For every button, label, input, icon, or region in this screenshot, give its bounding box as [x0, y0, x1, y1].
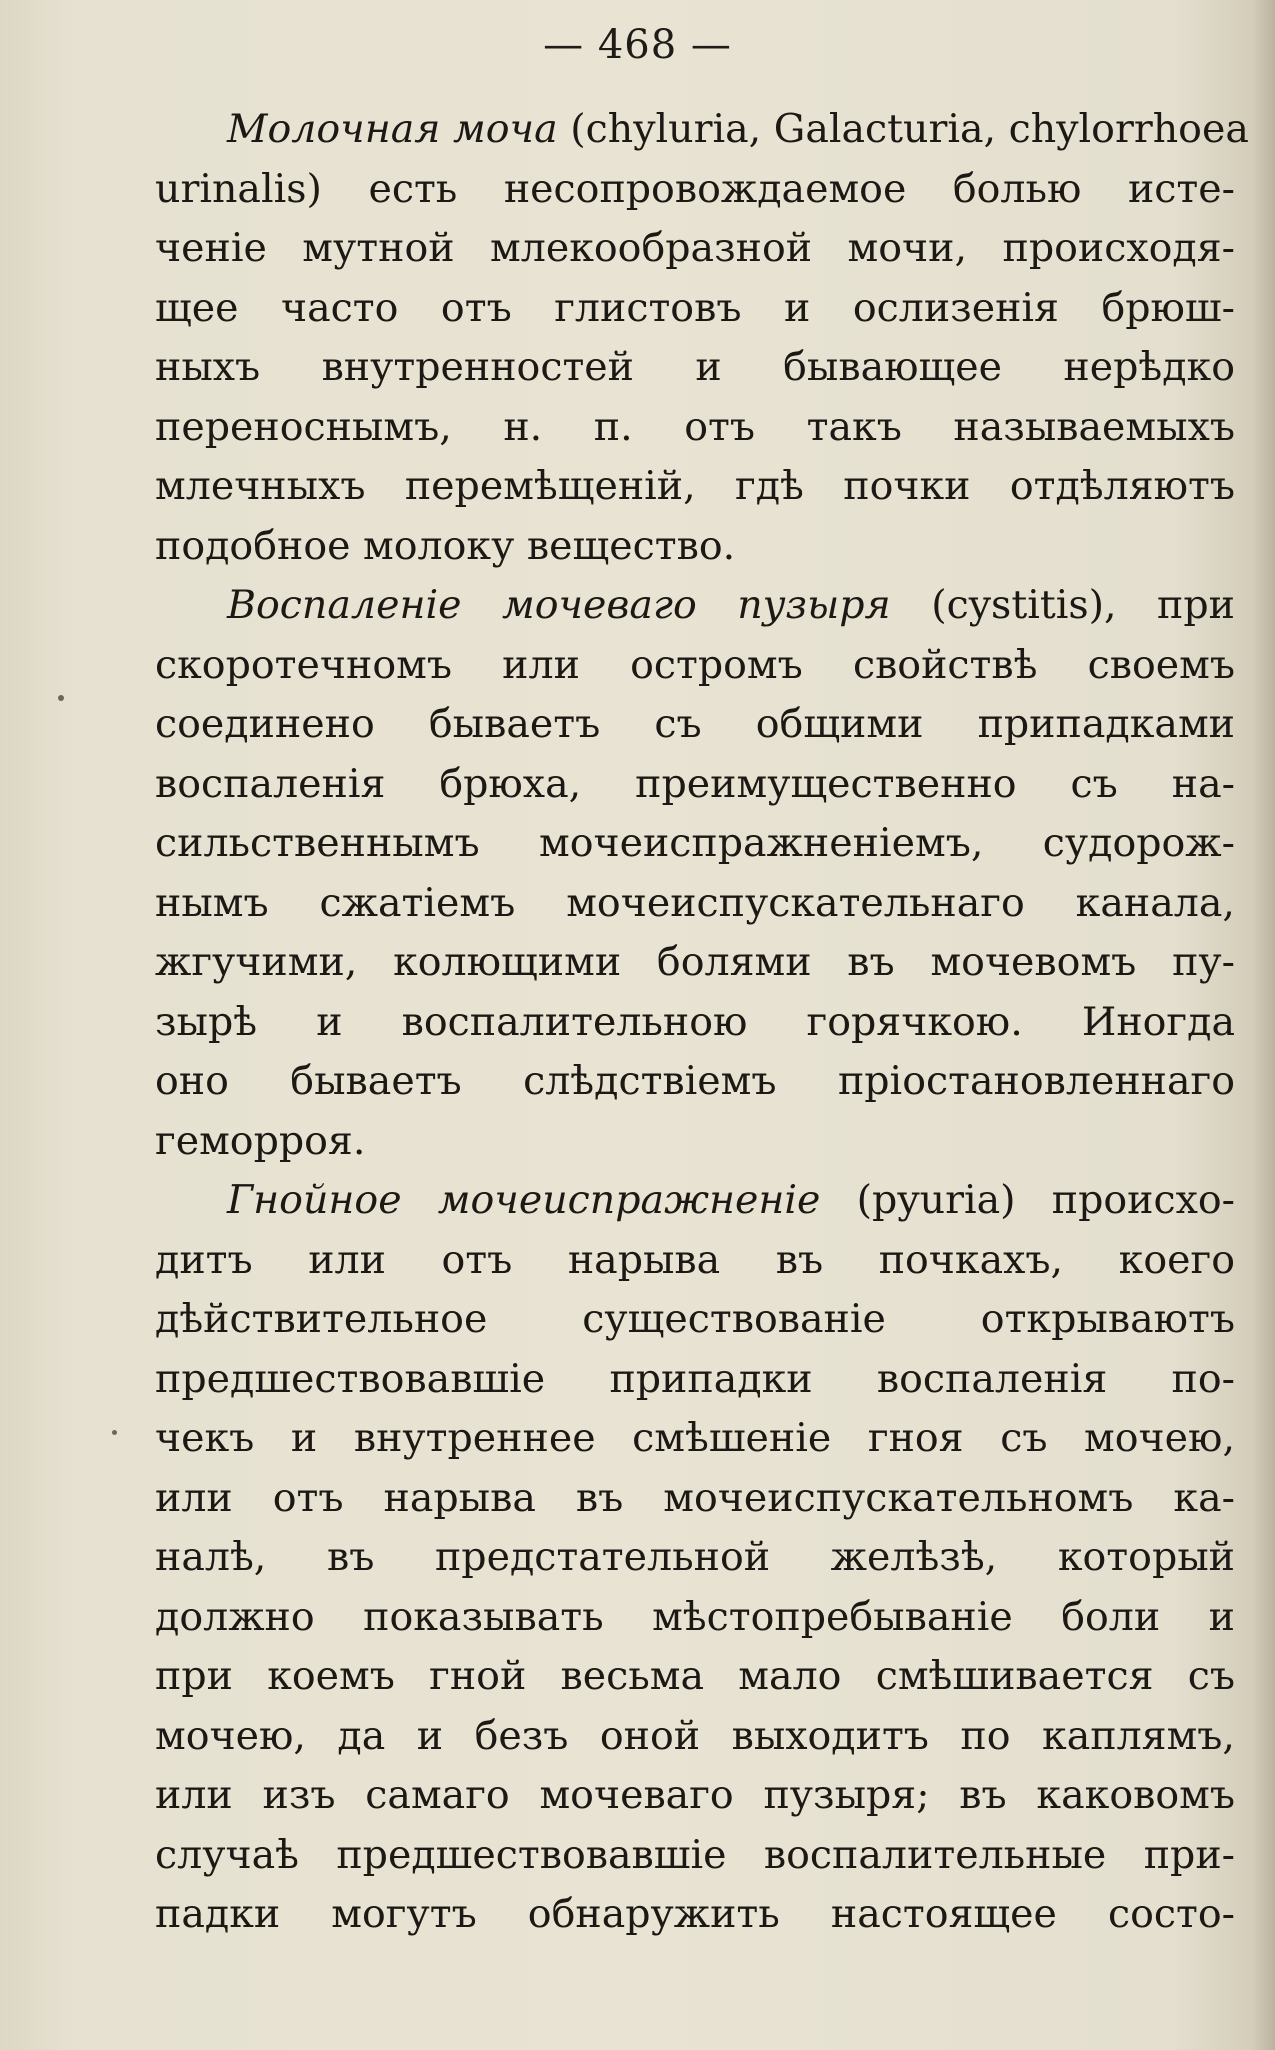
text-line — [155, 576, 1235, 636]
text-line: зырѣ и воспалительною горячкою. Иногда — [155, 998, 1235, 1045]
text-line: геморроя. — [155, 1117, 366, 1164]
text-line: сильственнымъ мочеиспражненіемъ, судорож- — [155, 820, 1235, 866]
text-line: мочею, да и безъ оной выходитъ по каплямъ, — [155, 1712, 1235, 1759]
page-number: — 468 — — [543, 22, 732, 68]
text-fragment: (pyuria) происхо- — [820, 1177, 1235, 1223]
text-line: щее часто отъ глистовъ и ослизенія брюш- — [155, 284, 1235, 331]
paragraph-pyuria — [155, 1171, 1235, 1945]
term-italic: Гнойное мочеиспражненіе — [227, 1177, 821, 1223]
body-text — [155, 100, 1249, 1945]
text-line: ченіе мутной млекообразной мочи, происходя- — [155, 225, 1235, 271]
text-line: переноснымъ, н. п. отъ такъ называемыхъ — [155, 403, 1235, 450]
text-line: налѣ, въ предстательной желѣзѣ, который — [155, 1534, 1235, 1580]
text-line: случаѣ предшествовавшіе воспалительные при- — [155, 1831, 1235, 1878]
text-line: urinalis) есть несопровождаемое болью истe- — [155, 165, 1235, 212]
text-line: при коемъ гной весьма мало смѣшивается съ — [155, 1653, 1235, 1699]
text-line: млечныхъ перемѣщеній, гдѣ почки отдѣляютъ — [155, 463, 1235, 509]
text-line — [155, 1171, 1235, 1231]
text-line — [155, 100, 1249, 160]
paragraph-cystitis — [155, 576, 1235, 1171]
text-line: или изъ самаго мочеваго пузыря; въ каковомъ — [155, 1772, 1235, 1818]
text-line: должно показывать мѣстопребываніе боли и — [155, 1593, 1235, 1640]
text-line: падки могутъ обнаружить настоящее состо- — [155, 1891, 1235, 1937]
text-fragment: (cystitis), при — [890, 582, 1235, 628]
text-fragment: (chyluria, Galacturia, chylorrhoea — [557, 106, 1249, 152]
text-line: чекъ и внутреннее смѣшеніе гноя съ мочею, — [155, 1415, 1235, 1461]
text-line: оно бываетъ слѣдствіемъ пріостановленнаго — [155, 1058, 1235, 1104]
text-line: жгучими, колющими болями въ мочевомъ пу- — [155, 939, 1235, 985]
text-line: соединено бываетъ съ общими припадками — [155, 701, 1235, 747]
term-italic: Воспаленіе мочеваго пузыря — [227, 582, 891, 628]
text-line: дѣйствительное существованіе открываютъ — [155, 1296, 1235, 1342]
paragraph-milky-urine — [155, 100, 1249, 576]
text-line: нымъ сжатіемъ мочеиспускательнаго канала, — [155, 879, 1235, 926]
text-line: воспаленія брюха, преимущественно съ на- — [155, 760, 1235, 807]
term-italic: Молочная моча — [227, 106, 558, 152]
text-line: дитъ или отъ нарыва въ почкахъ, коего — [155, 1236, 1235, 1283]
text-line: предшествовавшіе припадки воспаленія по- — [155, 1355, 1235, 1402]
text-line: ныхъ внутренностей и бывающее нерѣдко — [155, 344, 1235, 390]
paper-speck — [112, 1430, 117, 1435]
text-line: скоротечномъ или остромъ свойствѣ своемъ — [155, 641, 1235, 688]
text-line: подобное молоку вещество. — [155, 522, 736, 569]
paper-speck — [58, 695, 64, 701]
text-line: или отъ нарыва въ мочеиспускательномъ ка- — [155, 1474, 1235, 1521]
page-edge-shadow — [1253, 0, 1275, 2050]
